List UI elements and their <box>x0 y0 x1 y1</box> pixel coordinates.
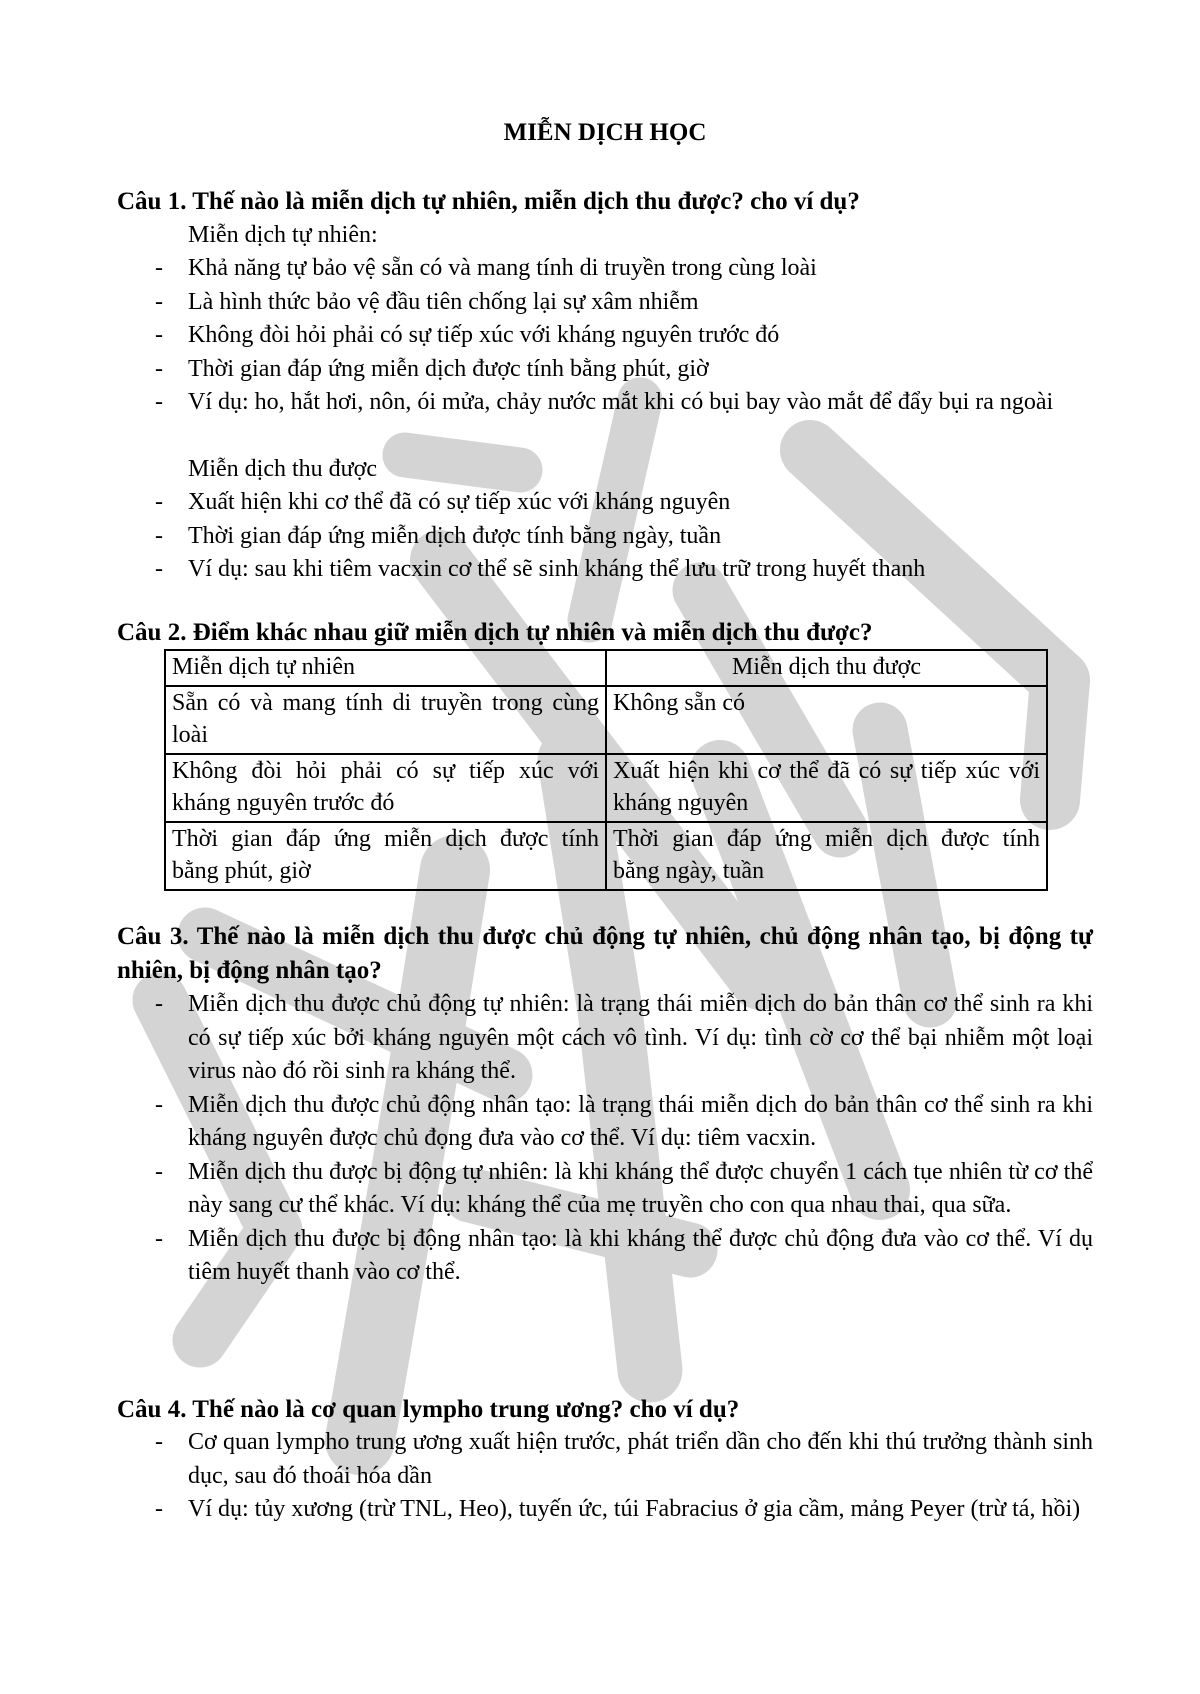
table-header-cell: Miễn dịch thu được <box>606 650 1047 686</box>
natural-immunity-list <box>117 252 1093 420</box>
list-item: - Thời gian đáp ứng miễn dịch được tính bằng ngày, tuần <box>117 520 1093 554</box>
comparison-table <box>164 649 1048 891</box>
table-header-row <box>165 650 1047 686</box>
list-item: - Miễn dịch thu được bị động tự nhiên: là khi kháng thể được chuyển 1 cách tụe nhiên từ cơ thể này sang cư thể khác. Ví dụ: kháng thể của mẹ truyền cho con qua nhau thai, qua sữa. <box>117 1156 1093 1223</box>
question-4-heading: Câu 4. Thế nào là cơ quan lympho trung ương? cho ví dụ? <box>117 1396 740 1423</box>
table-row <box>165 754 1047 822</box>
table-cell: Thời gian đáp ứng miễn dịch được tính bằng phút, giờ <box>165 822 606 890</box>
list-item: - Không đòi hỏi phải có sự tiếp xúc với kháng nguyên trước đó <box>117 319 1093 353</box>
table-row <box>165 822 1047 890</box>
question-3-heading: Câu 3. Thế nào là miễn dịch thu được chủ động tự nhiên, chủ động nhân tạo, bị động tự nhiên, bị động nhân tạo? <box>117 923 1093 984</box>
document-title: MIỄN DỊCH HỌC <box>503 119 707 146</box>
acquired-immunity-list <box>117 486 1093 587</box>
list-item: - Miễn dịch thu được chủ động nhân tạo: là trạng thái miễn dịch do bản thân cơ thể sinh ra khi kháng nguyên được chủ đọng đưa vào cơ thể. Ví dụ: tiêm vacxin. <box>117 1089 1093 1156</box>
list-item: - Ví dụ: ho, hắt hơi, nôn, ói mửa, chảy nước mắt khi có bụi bay vào mắt để đẩy bụi ra ngoài <box>117 386 1093 420</box>
list-item: - Cơ quan lympho trung ương xuất hiện trước, phát triển dần cho đến khi thú trưởng thành sinh dục, sau đó thoái hóa dần <box>117 1426 1093 1493</box>
natural-immunity-label: Miễn dịch tự nhiên: <box>188 222 378 248</box>
table-cell: Sẵn có và mang tính di truyền trong cùng loài <box>165 686 606 754</box>
list-item: - Xuất hiện khi cơ thể đã có sự tiếp xúc với kháng nguyên <box>117 486 1093 520</box>
list-item: - Miễn dịch thu được chủ động tự nhiên: là trạng thái miễn dịch do bản thân cơ thể sinh ra khi có sự tiếp xúc bởi kháng nguyên một cách vô tình. Ví dụ: tình cờ cơ thể bại nhiễm một loại virus nào đó rồi sinh ra kháng thể. <box>117 988 1093 1089</box>
question-1-heading: Câu 1. Thế nào là miễn dịch tự nhiên, miễn dịch thu được? cho ví dụ? <box>117 188 860 215</box>
list-item: - Thời gian đáp ứng miễn dịch được tính bằng phút, giờ <box>117 353 1093 387</box>
list-item: - Khả năng tự bảo vệ sẵn có và mang tính di truyền trong cùng loài <box>117 252 1093 286</box>
table-cell: Không đòi hỏi phải có sự tiếp xúc với kháng nguyên trước đó <box>165 754 606 822</box>
question-3-list <box>117 988 1093 1290</box>
question-4-list <box>117 1426 1093 1527</box>
table-header-cell: Miễn dịch tự nhiên <box>165 650 606 686</box>
table-row <box>165 686 1047 754</box>
table-cell: Không sẵn có <box>606 686 1047 754</box>
acquired-immunity-label: Miễn dịch thu được <box>188 456 377 482</box>
table-cell: Xuất hiện khi cơ thể đã có sự tiếp xúc với kháng nguyên <box>606 754 1047 822</box>
list-item: - Là hình thức bảo vệ đầu tiên chống lại sự xâm nhiễm <box>117 286 1093 320</box>
list-item: - Ví dụ: sau khi tiêm vacxin cơ thể sẽ sinh kháng thể lưu trữ trong huyết thanh <box>117 553 1093 587</box>
table-cell: Thời gian đáp ứng miễn dịch được tính bằng ngày, tuần <box>606 822 1047 890</box>
list-item: - Ví dụ: tủy xương (trừ TNL, Heo), tuyến ức, túi Fabracius ở gia cầm, mảng Peyer (trừ tá, hồi) <box>117 1493 1093 1527</box>
question-2-heading: Câu 2. Điểm khác nhau giữ miễn dịch tự nhiên và miễn dịch thu được? <box>117 619 873 646</box>
list-item: - Miễn dịch thu được bị động nhân tạo: là khi kháng thể được chủ động đưa vào cơ thể. Ví dụ tiêm huyết thanh vào cơ thể. <box>117 1223 1093 1290</box>
